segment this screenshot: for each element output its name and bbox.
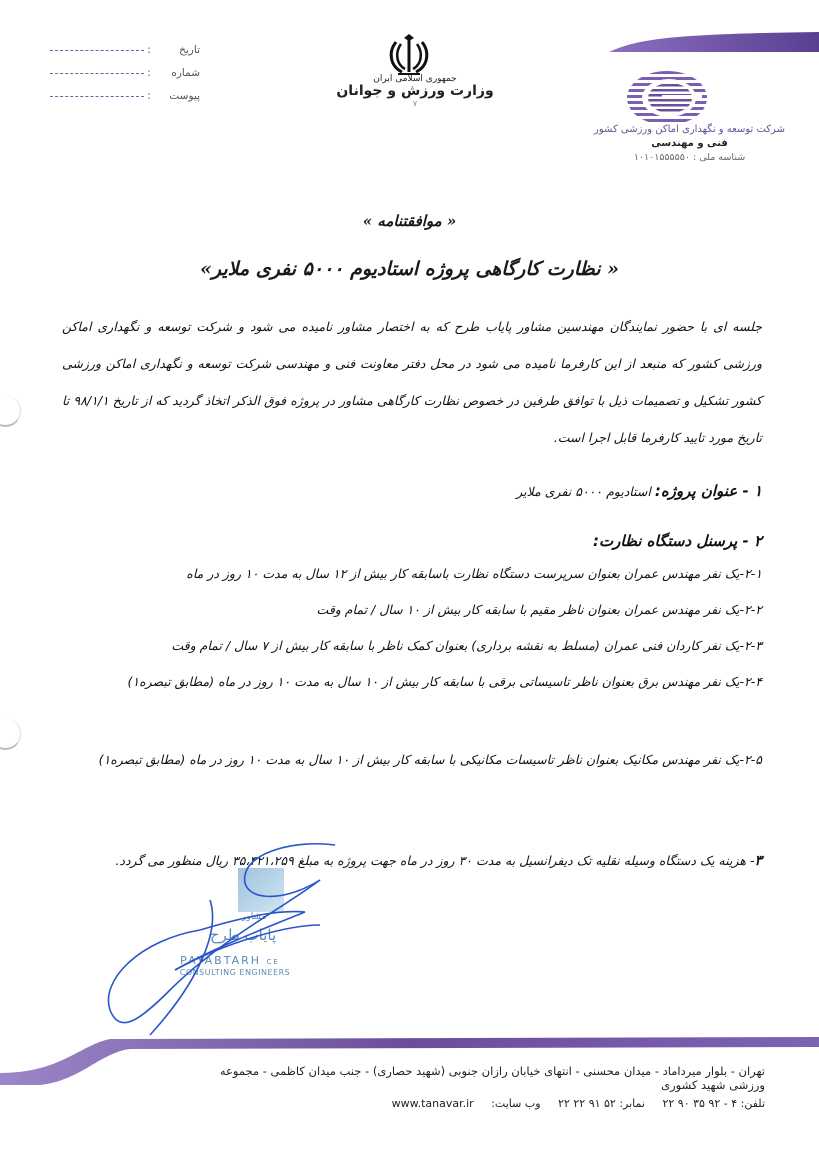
footer-contact-line	[200, 1097, 765, 1110]
stamp-subtitle-en: CONSULTING ENGINEERS	[179, 968, 291, 977]
company-logo-icon	[626, 70, 708, 126]
personnel-item: ۲-۴-یک نفر مهندس برق بعنوان ناظر تاسیساتی برقی با سابقه کار بیش از ۱۰ سال به مدت ۱۰ روز در ماه (مطابق تبصره۱)	[127, 674, 762, 689]
letter-meta-fields	[50, 38, 200, 107]
stamp-company-en: PAYABTARH CE	[180, 954, 280, 967]
ministry-header	[320, 74, 510, 108]
meta-attachment-row: پیوست :	[50, 84, 200, 107]
personnel-item: ۲-۵-یک نفر مهندس مکانیک بعنوان ناظر تاسیسات مکانیکی با سابقه کار بیش از ۱۰ سال به مدت ۱۰ روز در ماه (مطابق تبصره۱)	[98, 752, 762, 767]
section-1-value: استادیوم ۵۰۰۰ نفری ملایر	[516, 484, 651, 499]
section-project-title	[62, 482, 762, 500]
footer-contact	[200, 1064, 765, 1110]
iran-emblem-icon	[388, 34, 430, 78]
meta-date-row: تاریخ :	[50, 38, 200, 61]
country-name: جمهوری اسلامی ایران	[373, 74, 457, 84]
ministry-name: وزارت ورزش و جوانان	[336, 83, 494, 99]
meta-date-value	[50, 50, 144, 51]
footer-phone: تلفن: ۴ - ۹۲ ۳۵ ۹۰ ۲۲	[662, 1097, 765, 1110]
stamp-company-fa: پایاب طرح	[209, 926, 277, 944]
section-2-heading: ۲ - پرسنل دستگاه نظارت:	[593, 532, 762, 550]
company-national-id: شناسه ملی : ۱۰۱۰۱۵۵۵۵۵۰	[633, 152, 746, 163]
section-3-text: - هزینه یک دستگاه وسیله نقلیه تک دیفرانسیل به مدت ۳۰ روز در ماه جهت پروژه به مبلغ ۳۵،۴۲۱،۲۵۹ ریال منظور می گردد.	[115, 853, 755, 868]
stamp-logo-icon	[238, 868, 284, 912]
personnel-item: ۲-۱-یک نفر مهندس عمران بعنوان سرپرست دستگاه نظارت باسابقه کار بیش از ۱۲ سال به مدت ۱۰ روز در ماه	[186, 566, 762, 581]
consultant-stamp	[150, 860, 310, 980]
company-name: شرکت توسعه و نگهداری اماکن ورزشی کشور	[594, 124, 785, 135]
intro-paragraph: جلسه ای با حضور نمایندگان مهندسین مشاور پایاب طرح که به اختصار مشاور نامیده می شود و شرکت توسعه و نگهداری اماکن ورزشی کشور که منبعد از این کارفرما نامیده می شود در محل دفتر معاونت فنی و مهندسی شرکت توسعه و نگهداری اماکن ورزشی کشور تشکیل و تصمیمات ذیل با توافق طرفین در خصوص نظارت کارگاهی مشاور در پروژه فوق الذکر اتخاذ گردید که از تاریخ ۹۸/۱/۱ تا تاریخ مورد تایید کارفرما قابل اجرا است.	[62, 319, 763, 445]
section-3-number: ۳	[754, 853, 762, 869]
meta-number-value	[50, 73, 144, 74]
footer-address: تهران - بلوار میرداماد - میدان محسنی - انتهای خیابان رازان جنوبی (شهید حصاری) - جنب میدان کاظمی - مجموعه ورزشی شهید کشوری	[219, 1064, 765, 1092]
footer-website-link[interactable]: www.tanavar.ir	[391, 1097, 474, 1110]
meta-date-label: تاریخ	[179, 43, 200, 56]
footer-website-label: وب سایت:	[491, 1097, 541, 1110]
binder-hole-decoration	[0, 718, 21, 750]
header-swoosh-decoration	[609, 30, 819, 52]
binder-hole-decoration	[0, 395, 21, 427]
ministry-number: ۷	[412, 99, 418, 108]
personnel-item: ۲-۳-یک نفر کاردان فنی عمران (مسلط به نقشه برداری) بعنوان کمک ناظر با سابقه کار بیش از ۷ سال / تمام وقت	[171, 638, 762, 653]
meta-number-row: شماره :	[50, 61, 200, 84]
company-header	[560, 124, 819, 163]
footer-fax: نمابر: ۵۲ ۹۱ ۲۲ ۲۲	[558, 1097, 645, 1110]
document-title: « موافقتنامه »	[362, 212, 457, 230]
meta-number-label: شماره	[171, 66, 200, 79]
section-1-heading: ۱ - عنوان پروژه:	[654, 482, 762, 500]
personnel-item: ۲-۲-یک نفر مهندس عمران بعنوان ناظر مقیم با سابقه کار بیش از ۱۰ سال / تمام وقت	[316, 602, 762, 617]
document-subtitle: « نظارت کارگاهی پروژه استادیوم ۵۰۰۰ نفری ملایر»	[200, 258, 619, 280]
meta-attachment-label: پیوست	[169, 89, 200, 102]
company-department: فنی و مهندسی	[651, 138, 728, 149]
meta-attachment-value	[50, 96, 144, 97]
stamp-consultant-label: مشاور	[242, 912, 267, 922]
